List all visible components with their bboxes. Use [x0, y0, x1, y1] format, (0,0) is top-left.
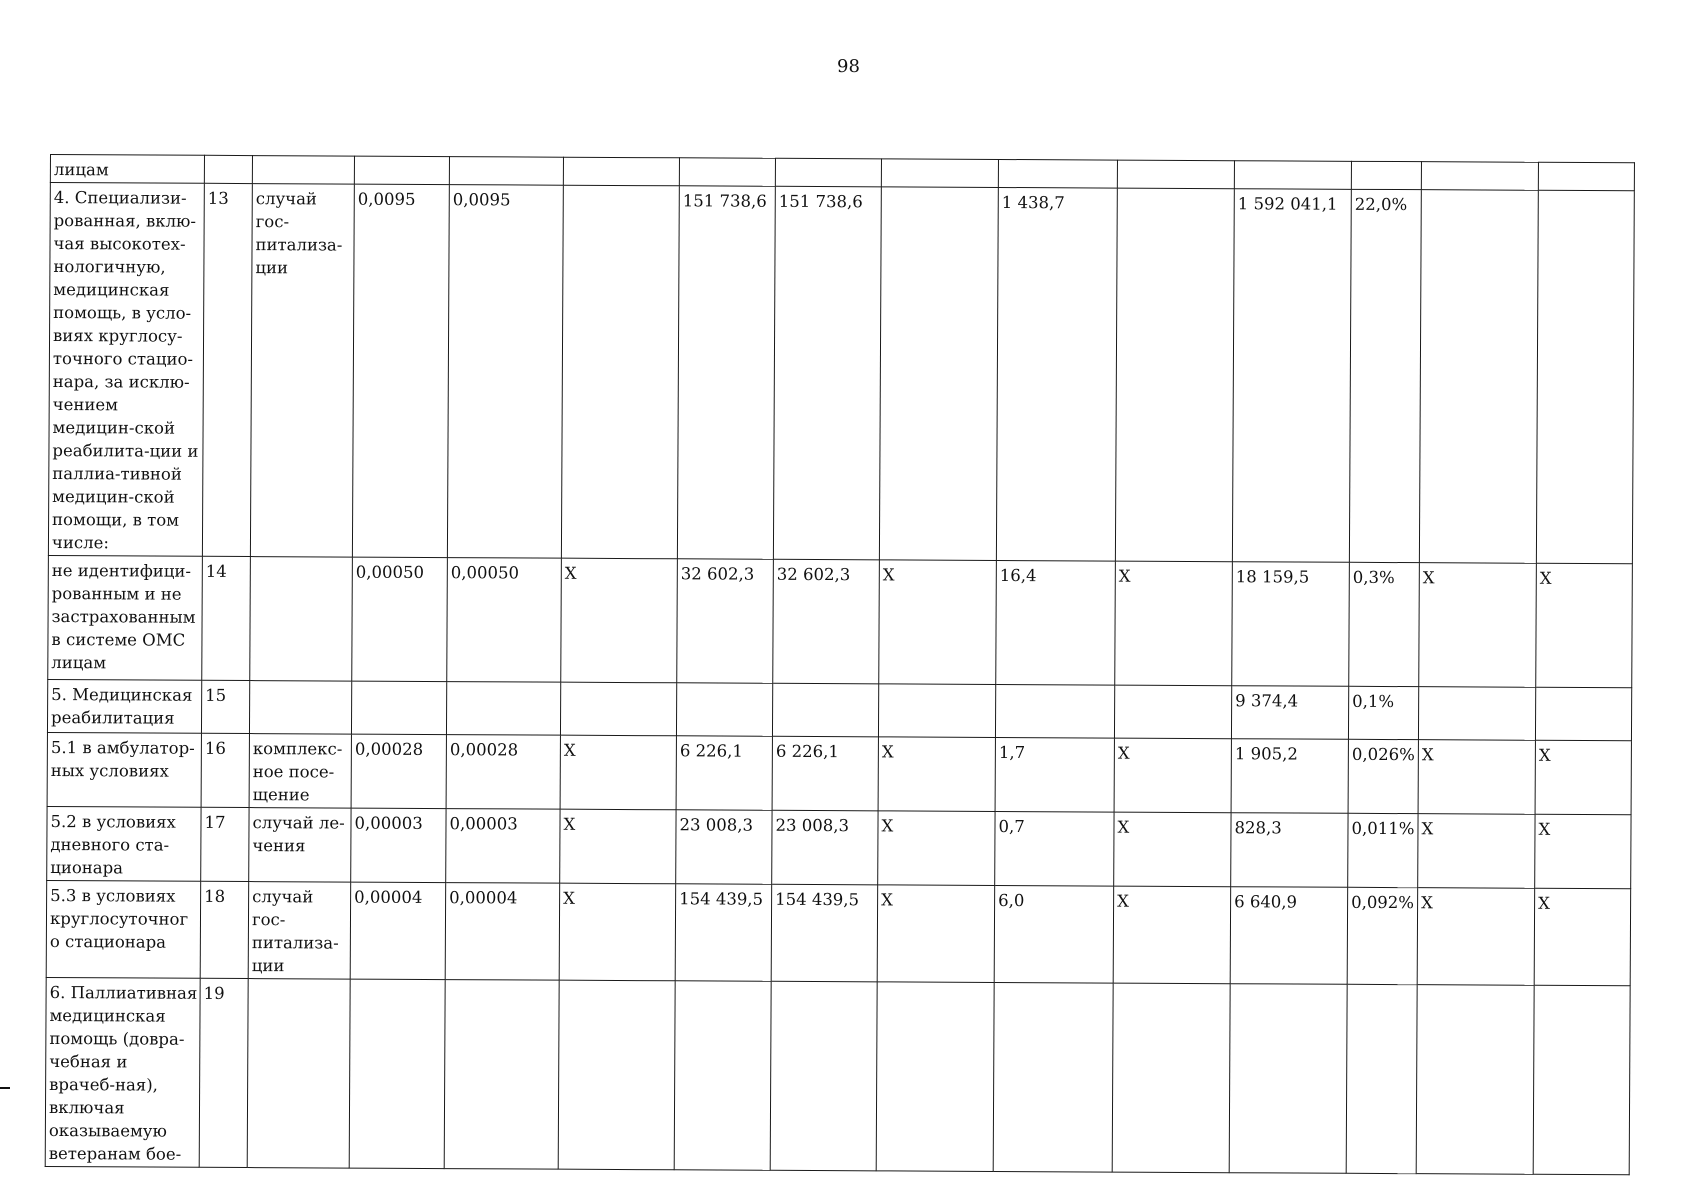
table-row	[47, 806, 1631, 888]
table-row	[48, 183, 1634, 564]
table-cell	[1538, 162, 1634, 191]
table-cell: X	[1417, 888, 1535, 986]
row-label-cell: не идентифици-рованным и не застрахованным в системе ОМС лицам	[48, 555, 203, 680]
table-cell: 1 592 041,1	[1232, 189, 1351, 563]
table-cell: X	[1115, 561, 1233, 686]
table-cell	[876, 982, 994, 1172]
table-cell: 16	[201, 733, 249, 807]
table-cell: X	[1535, 740, 1631, 815]
table-cell	[993, 982, 1113, 1172]
table-cell	[563, 157, 679, 186]
row-label-cell: 5.3 в условиях круглосуточного стационара	[46, 880, 201, 978]
table-cell	[252, 156, 354, 185]
table-cell: 0,1%	[1348, 686, 1418, 739]
table-cell: 18	[200, 881, 249, 978]
table-cell: 0,0095	[352, 184, 449, 557]
table-cell: 151 738,6	[773, 186, 881, 560]
table-cell	[1346, 984, 1417, 1173]
table-cell: 0,00003	[446, 809, 560, 884]
table-cell: X	[559, 883, 676, 981]
table-cell: случай ле-чения	[249, 808, 351, 883]
table-cell	[1421, 162, 1538, 191]
table-cell	[1115, 188, 1234, 562]
table-cell: 154 439,5	[771, 884, 878, 982]
table-cell: X	[1113, 886, 1231, 984]
table-cell: X	[879, 560, 997, 685]
table-cell: 1 438,7	[996, 187, 1117, 561]
table-cell	[444, 980, 559, 1170]
table-cell: X	[1418, 740, 1535, 815]
table-cell	[354, 156, 449, 184]
table-cell: 0,00028	[351, 734, 446, 808]
table-cell	[351, 681, 446, 734]
table-cell	[879, 187, 998, 561]
table-cell	[1112, 983, 1230, 1173]
table-cell	[878, 684, 995, 738]
table-cell	[1535, 687, 1631, 741]
table-cell: 14	[202, 556, 251, 680]
table-cell: X	[1114, 738, 1231, 813]
table-cell	[679, 158, 775, 187]
table-cell: 22,0%	[1349, 189, 1421, 562]
table-cell: комплекс-ное посе-щение	[249, 734, 351, 809]
row-label-cell: лицам	[50, 155, 204, 184]
table-cell: 1 905,2	[1231, 739, 1348, 814]
table-cell: 18 159,5	[1232, 562, 1350, 687]
table-cell	[204, 155, 252, 183]
table-cell	[1418, 687, 1535, 741]
row-label-cell: 5. Медицинская реабилитация	[47, 679, 201, 733]
table-cell: 6,0	[994, 885, 1114, 983]
table-cell	[1416, 985, 1534, 1175]
table-cell: 0,00003	[351, 808, 446, 882]
table-cell	[1533, 985, 1630, 1175]
table-cell: 23 008,3	[772, 810, 878, 885]
table-cell	[1114, 685, 1231, 739]
table-cell: 17	[201, 807, 249, 881]
table-cell	[247, 979, 350, 1169]
table-row	[48, 555, 1633, 687]
row-label-cell: 6. Паллиативная медицинская помощь (довра-чебная и врачеб-ная), включая оказываемую ветеранам бое-	[45, 977, 200, 1167]
table-row	[47, 679, 1631, 740]
table-cell: 1,7	[995, 737, 1114, 812]
table-cell: 0,00050	[447, 558, 562, 683]
table-cell	[1229, 984, 1347, 1174]
table-cell	[1234, 161, 1351, 190]
table-cell: X	[877, 885, 995, 983]
table-row	[45, 977, 1630, 1174]
table-cell: 0,3%	[1349, 562, 1420, 686]
table-cell: X	[1419, 563, 1537, 688]
table-cell: 154 439,5	[675, 884, 772, 982]
margin-mark	[0, 1087, 10, 1089]
table-cell: X	[560, 735, 676, 810]
table-cell: 0,7	[995, 811, 1114, 886]
table-cell: 0,026%	[1348, 739, 1418, 813]
table-cell: 6 226,1	[772, 736, 878, 811]
table-cell: 0,092%	[1347, 887, 1418, 984]
table-cell	[998, 159, 1117, 188]
table-cell	[1351, 161, 1421, 189]
table-cell	[674, 981, 771, 1171]
table-cell: X	[1536, 563, 1633, 688]
table-cell	[349, 979, 445, 1168]
table-cell: случай гос-питализа-ции	[248, 882, 351, 980]
table-cell	[1419, 190, 1538, 564]
table-cell: случай гос-питализа-ции	[250, 184, 354, 558]
table-cell: 23 008,3	[676, 810, 772, 885]
table-cell	[446, 682, 560, 736]
table-cell: 0,00004	[350, 882, 446, 979]
table-cell: X	[878, 811, 995, 886]
table-cell	[558, 980, 675, 1170]
table-cell	[561, 185, 679, 559]
table-cell: 32 602,3	[677, 559, 774, 684]
table-cell: 0,00050	[352, 557, 448, 681]
table-cell: 19	[199, 978, 248, 1167]
table-cell: 0,00004	[445, 883, 560, 981]
table-cell: 828,3	[1231, 813, 1348, 888]
table-cell	[995, 684, 1114, 738]
row-label-cell: 4. Специализи-рованная, вклю-чая высокотех-нологичную, медицинская помощь, в усло-виях круглосу-точного стацио-нара, за исклю-чением медицин-ской реабилита-ции и паллиа-тивной медицин-ской помощи, в том числе:	[48, 183, 204, 557]
table-cell: 0,00028	[446, 735, 560, 810]
table-body	[45, 155, 1634, 1175]
table-cell: X	[560, 809, 676, 884]
page-number: 98	[837, 56, 860, 77]
table-cell: 32 602,3	[773, 559, 880, 684]
table-cell: X	[1535, 814, 1631, 889]
table-cell	[676, 683, 772, 737]
table-cell	[250, 557, 353, 682]
table-cell	[1117, 160, 1234, 189]
table-row	[46, 880, 1630, 985]
table-cell: X	[1534, 888, 1631, 986]
table-cell: X	[878, 737, 995, 812]
medical-care-table	[45, 154, 1635, 1175]
table-cell	[449, 157, 563, 186]
table-cell	[770, 981, 877, 1171]
table-row	[47, 732, 1631, 814]
table-cell: 0,0095	[447, 185, 563, 559]
table-cell	[1536, 190, 1634, 563]
table-cell	[881, 159, 998, 188]
table-cell: 6 640,9	[1230, 887, 1348, 985]
table-cell: X	[561, 558, 678, 683]
row-label-cell: 5.2 в условиях дневного ста-ционара	[47, 806, 201, 881]
table-cell: 13	[202, 183, 252, 556]
table-cell: X	[1418, 814, 1535, 889]
table-cell	[560, 682, 676, 736]
table-cell: 16,4	[996, 560, 1116, 685]
table-cell: 9 374,4	[1231, 686, 1348, 740]
table-cell	[249, 681, 351, 735]
table-cell	[775, 158, 881, 187]
table-cell: 15	[201, 680, 249, 733]
table-cell	[772, 683, 878, 737]
table-cell: 0,011%	[1348, 813, 1418, 887]
row-label-cell: 5.1 в амбулатор-ных условиях	[47, 732, 201, 807]
table-cell: X	[1114, 812, 1231, 887]
table-cell: 6 226,1	[676, 736, 772, 811]
table-cell: 151 738,6	[677, 186, 775, 559]
